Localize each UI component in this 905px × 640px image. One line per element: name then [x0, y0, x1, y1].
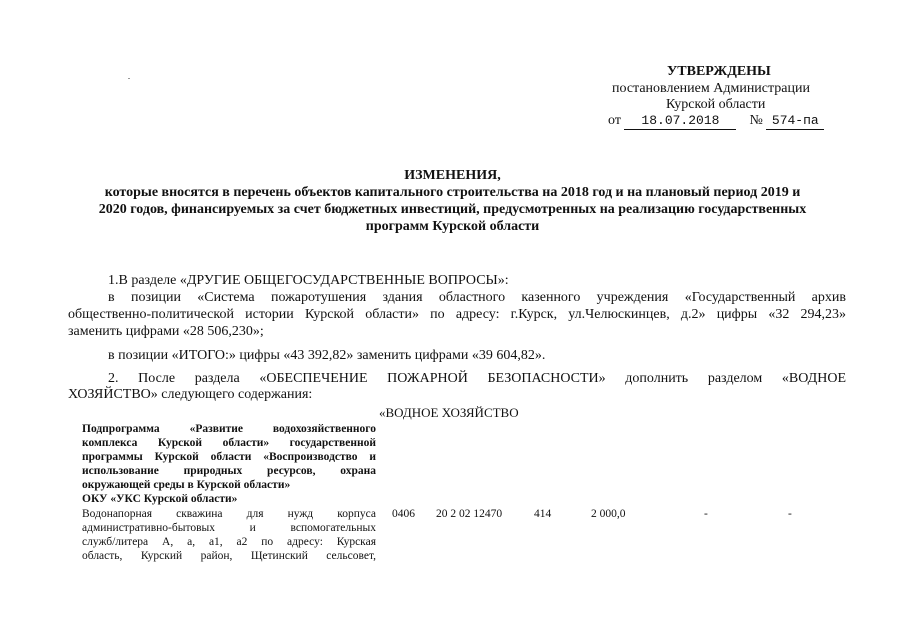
object-line-2: административно-бытовых и вспомогательных: [82, 522, 376, 534]
section-2-line2: ХОЗЯЙСТВО» следующего содержания:: [68, 387, 313, 402]
section-2-line1: 2. После раздела «ОБЕСПЕЧЕНИЕ ПОЖАРНОЙ БЕЗОПАСНОСТИ» дополнить разделом «ВОДНОЕ: [108, 371, 846, 386]
approval-heading: УТВЕРЖДЕНЫ: [667, 64, 771, 79]
section-2-quote-heading: «ВОДНОЕ ХОЗЯЙСТВО: [379, 405, 519, 420]
table-cell-amount: 2 000,0: [591, 508, 626, 520]
table-cell-col6: -: [704, 508, 708, 520]
title-line-3: программ Курской области: [365, 219, 540, 234]
approval-number: 574-па: [766, 112, 824, 130]
title-line-1: которые вносятся в перечень объектов капитального строительства на 2018 год и на плановый период 2019 и: [104, 185, 801, 200]
customer-name: ОКУ «УКС Курской области»: [82, 493, 238, 505]
subprogram-line-4: использование природных ресурсов, охрана: [82, 465, 376, 477]
object-line-1: Водонапорная скважина для нужд корпуса: [82, 508, 376, 520]
table-cell-code: 0406: [392, 508, 415, 520]
object-line-3: служб/литера А, а, а1, а2 по адресу: Курская: [82, 536, 376, 548]
approval-number-label: №: [749, 113, 763, 128]
approval-from-label: от: [608, 113, 621, 128]
title-line-2: 2020 годов, финансируемых за счет бюджетных инвестиций, предусмотренных на реализацию государственных: [98, 202, 807, 217]
approval-line-2: Курской области: [666, 97, 766, 112]
section-1-para1-line1: в позиции «Система пожаротушения здания областного казенного учреждения «Государственный архив: [108, 290, 846, 305]
section-1-para1-line3: заменить цифрами «28 506,230»;: [68, 324, 264, 339]
section-1-para2: в позиции «ИТОГО:» цифры «43 392,82» заменить цифрами «39 604,82».: [108, 348, 546, 363]
table-cell-vr: 414: [534, 508, 552, 520]
table-cell-col7: -: [788, 508, 792, 520]
scan-speck: [128, 78, 130, 79]
approval-line-1: постановлением Администрации: [612, 81, 810, 96]
subprogram-line-1: Подпрограмма «Развитие водохозяйственного: [82, 423, 376, 435]
subprogram-line-3: программы Курской области «Воспроизводство и: [82, 451, 376, 463]
subprogram-line-5: окружающей среды в Курской области»: [82, 479, 291, 491]
section-1-para1-line2: общественно-политической истории Курской области» по адресу: г.Курск, ул.Челюскинцев, д.2» цифры «32 294,23»: [68, 307, 846, 322]
section-1-heading: 1.В разделе «ДРУГИЕ ОБЩЕГОСУДАРСТВЕННЫЕ ВОПРОСЫ»:: [108, 273, 509, 288]
table-cell-csr: 20 2 02 12470: [436, 508, 503, 520]
approval-date-line: [608, 112, 824, 130]
object-line-4: область, Курский район, Щетинский сельсовет,: [82, 550, 376, 562]
subprogram-line-2: комплекса Курской области» государственной: [82, 437, 376, 449]
document-title: ИЗМЕНЕНИЯ,: [404, 168, 501, 183]
approval-date: 18.07.2018: [624, 112, 736, 130]
